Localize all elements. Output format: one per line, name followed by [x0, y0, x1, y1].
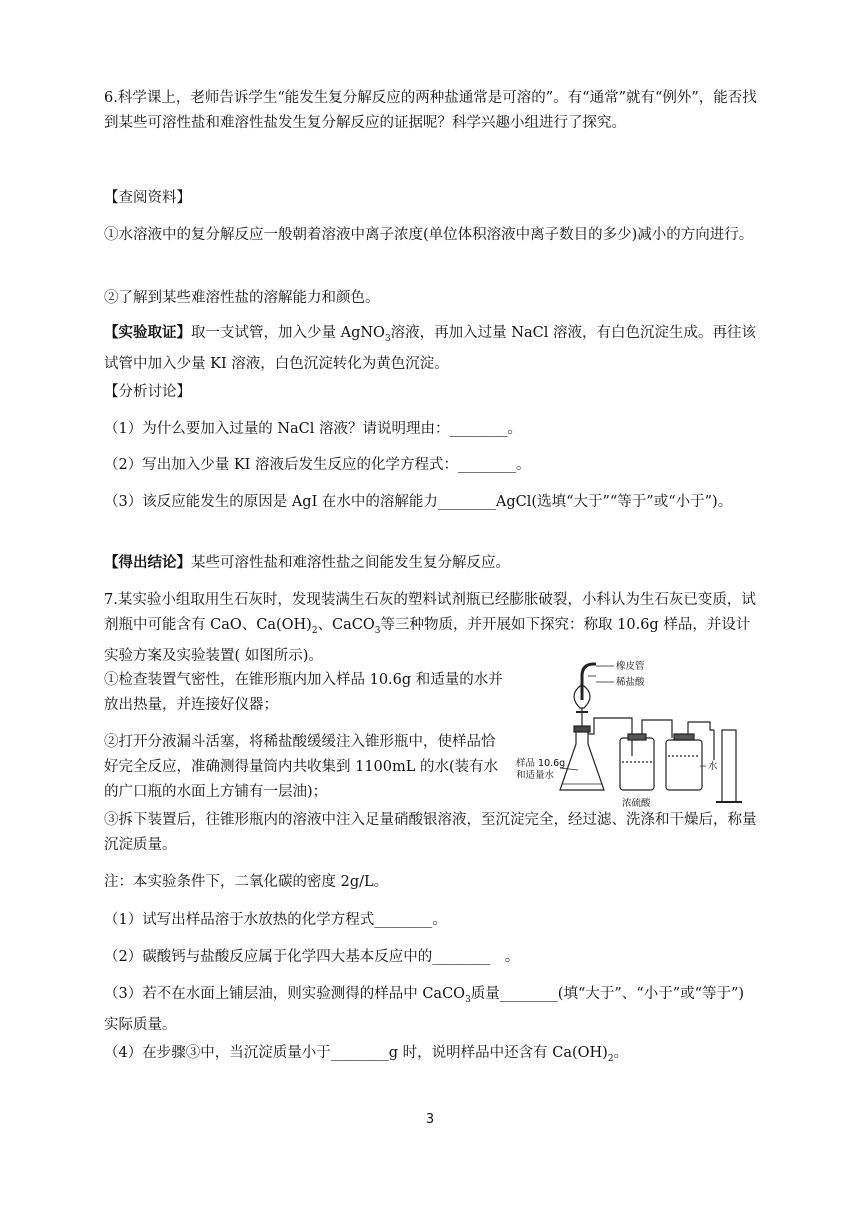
q7-question-1: （1）试写出样品溶于水放热的化学方程式________。: [104, 912, 447, 928]
q7-question-4-b: 。: [613, 1045, 629, 1061]
q7-question-3: [104, 982, 758, 1038]
q6-heading-reference: 【查阅资料】: [104, 190, 191, 206]
graduated-cylinder: [722, 730, 736, 802]
label-dilute-hcl: 稀盐酸: [616, 677, 645, 688]
q7-question-3-a: （3）若不在水面上铺层油，则实验测得的样品中 CaCO: [104, 986, 466, 1002]
q7-intro-a: 7.某实验小组取用生石灰时，发现装满生石灰的塑料试剂瓶已经膨胀破裂，小科认为生石灰已变质，试剂瓶中可能含有 CaO、Ca(OH): [104, 592, 756, 633]
q6-reference-2: ②了解到某些难溶性盐的溶解能力和颜色。: [104, 290, 380, 306]
q6-question-2: （2）写出加入少量 KI 溶液后发生反应的化学方程式：________。: [104, 457, 531, 473]
label-water: 水: [708, 761, 718, 772]
q7-step-2: ②打开分液漏斗活塞，将稀盐酸缓缓注入锥形瓶中，使样品恰好完全反应，准确测得量筒内共收集到 1100mL 的水(装有水的广口瓶的水面上方铺有一层油)；: [104, 734, 499, 800]
q6-reference-1: ①水溶液中的复分解反应一般朝着溶液中离子浓度(单位体积溶液中离子数目的多少)减小的方向进行。: [104, 227, 754, 243]
q7-question-3-sub: 3: [465, 994, 471, 1005]
q7-question-4-sub: 2: [607, 1053, 614, 1064]
label-rubber-tube: 橡皮管: [616, 661, 645, 672]
q6-experiment-heading: 【实验取证】: [104, 324, 191, 341]
conical-flask: [560, 728, 604, 790]
label-sample-line1: 样品 10.6g: [516, 758, 566, 769]
q7-step-1: ①检查装置气密性，在锥形瓶内加入样品 10.6g 和适量的水并放出热量，并连接好仪器；: [104, 672, 503, 713]
q7-intro-c: 等三种物质，并开展如下探究：称取 10.6g 样品，并设计实验方案及实验装置( 如图所示)。: [104, 617, 751, 664]
q7-question-2: （2）碳酸钙与盐酸反应属于化学四大基本反应中的________ 。: [104, 949, 520, 965]
rubber-tube: [582, 664, 596, 700]
page-number: 3: [425, 1112, 435, 1127]
q7-question-3-b: 质量________(填“大于”、“小于”或“等于”)实际质量。: [104, 986, 745, 1033]
q7-intro-b: 、CaCO: [317, 617, 375, 633]
q6-experiment-text-b: 溶液，再加入过量 NaCl 溶液，有白色沉淀生成。再往该试管中加入少量 KI 溶液，白色沉淀转化为黄色沉淀。: [104, 325, 756, 372]
q6-question-1: （1）为什么要加入过量的 NaCl 溶液？请说明理由：________。: [104, 421, 523, 437]
water-bottle: [666, 740, 702, 790]
q6-question-3: （3）该反应能发生的原因是 AgI 在水中的溶解能力________AgCl(选填“大于”“等于”或“小于”)。: [104, 494, 733, 510]
q6-experiment: [104, 320, 758, 377]
q7-intro-sub-2: 3: [374, 625, 381, 636]
label-conc-sulfuric: 浓硫酸: [622, 798, 651, 809]
q7-intro: [104, 588, 758, 669]
q6-experiment-sub: 3: [384, 333, 391, 344]
q6-heading-discussion: 【分析讨论】: [104, 384, 191, 400]
q6-conclusion-text: 某些可溶性盐和难溶性盐之间能发生复分解反应。: [191, 555, 510, 571]
apparatus-figure: [510, 660, 760, 810]
q7-step-3: ③拆下装置后，往锥形瓶内的溶液中注入足量硝酸银溶液，至沉淀完全，经过滤、洗涤和干燥后，称量沉淀质量。: [104, 812, 757, 853]
label-sample-line2: 和适量水: [516, 770, 555, 781]
q6-conclusion: [104, 550, 758, 576]
q7-intro-sub-1: 2: [311, 625, 318, 636]
q7-note: 注：本实验条件下，二氧化碳的密度 2g/L。: [104, 874, 389, 890]
q6-experiment-text-a: 取一支试管，加入少量 AgNO: [191, 325, 385, 341]
q6-intro: 6.科学课上，老师告诉学生“能发生复分解反应的两种盐通常是可溶的”。有“通常”就有“例外”，能否找到某些可溶性盐和难溶性盐发生复分解反应的证据呢？科学兴趣小组进行了探究。: [104, 90, 757, 131]
q7-question-4-a: （4）在步骤③中，当沉淀质量小于________g 时，说明样品中还含有 Ca(OH): [104, 1045, 608, 1061]
q6-conclusion-heading: 【得出结论】: [104, 554, 191, 571]
q7-question-4: [104, 1041, 758, 1072]
sulfuric-acid-bottle: [620, 738, 654, 790]
